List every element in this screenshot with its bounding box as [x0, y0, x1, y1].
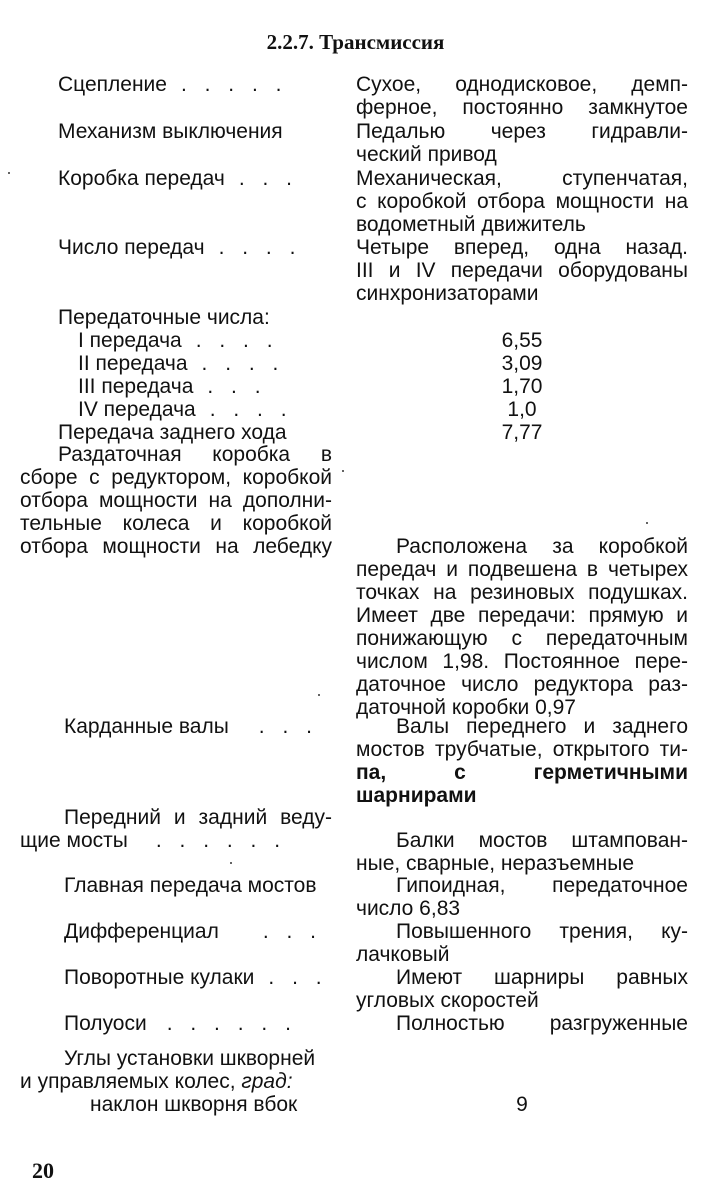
- page-number: 20: [32, 1158, 54, 1183]
- spec-label: Карданные валы . . .: [64, 715, 318, 738]
- spec-label: Передний и задний веду- щие мосты . . . . . .: [20, 806, 332, 852]
- ratio-value: 6,55: [501, 329, 543, 352]
- spec-value: Сухое, однодисковое, демп- ферное, постоянно замкнутое: [356, 73, 688, 119]
- spec-label: Сцепление . . . . .: [58, 73, 288, 96]
- kingpin-angles-heading-cont: и управляемых колес, град:: [20, 1070, 293, 1093]
- scan-speck: [230, 862, 232, 864]
- ratio-label: Передача заднего хода: [58, 421, 287, 444]
- ratio-value: 1,70: [501, 375, 543, 398]
- spec-label: Число передач . . . .: [58, 236, 302, 259]
- spec-label: Полуоси . . . . . .: [64, 1012, 297, 1035]
- gear-ratios-heading: Передаточные числа:: [58, 306, 270, 329]
- spec-value: Имеют шарниры равных угловых скоростей: [356, 966, 688, 1012]
- spec-value: Педалью через гидравли- ческий привод: [356, 120, 688, 166]
- spec-label: Главная передача мостов: [64, 874, 317, 897]
- spec-label: Механизм выключения: [58, 120, 283, 143]
- section-title: 2.2.7. Трансмиссия: [266, 30, 445, 54]
- drive-axles-value: Балки мостов штампован- ные, сварные, неразъемные: [356, 829, 688, 875]
- spec-label: Поворотные кулаки . . .: [64, 966, 328, 989]
- kingpin-angles-heading: Углы установки шкворней: [64, 1047, 316, 1070]
- kingpin-value: 9: [516, 1093, 528, 1116]
- ratio-label: III передача . . .: [78, 375, 267, 398]
- spec-label: Раздаточная коробка в сборе с редуктором, коробкой отбора мощности на дополни- тельные колеса и коробкой отбора мощности на лебедку: [20, 443, 332, 558]
- scan-speck: [342, 470, 344, 472]
- ratio-label: II передача . . . .: [78, 352, 285, 375]
- spec-value: Полностью разгруженные: [396, 1012, 688, 1035]
- spec-value: Повышенного трения, ку- лачковый: [356, 920, 688, 966]
- ratio-label: IV передача . . . .: [78, 398, 293, 421]
- ratio-label: I передача . . . .: [78, 329, 279, 352]
- spec-value: Гипоидная, передаточное число 6,83: [356, 874, 688, 920]
- scan-speck: [318, 694, 320, 696]
- spec-value: Механическая, ступенчатая, с коробкой отбора мощности на водометный движитель: [356, 167, 688, 236]
- spec-label: Коробка передач . . .: [58, 167, 299, 190]
- spec-value: Валы переднего и заднего мостов трубчатые, открытого ти- па, с герметичными шарнирами: [356, 715, 688, 807]
- scan-speck: [646, 522, 648, 524]
- ratio-value: 3,09: [501, 352, 543, 375]
- ratio-value: 7,77: [501, 421, 543, 444]
- spec-value: Четыре вперед, одна назад. III и IV передачи оборудованы синхронизаторами: [356, 236, 688, 305]
- spec-label: Дифференциал . . .: [64, 920, 323, 943]
- kingpin-label: наклон шкворня вбок: [90, 1093, 298, 1116]
- scan-speck: [8, 172, 10, 174]
- transfer-case-value: Расположена за коробкой передач и подвешена в четырех точках на резиновых подушках. Имеет две передачи: прямую и понижающую с передаточным числом 1,98. Постоянное пере- даточное число редуктора раз- даточной коробки 0,97: [356, 535, 688, 719]
- ratio-value: 1,0: [507, 398, 537, 421]
